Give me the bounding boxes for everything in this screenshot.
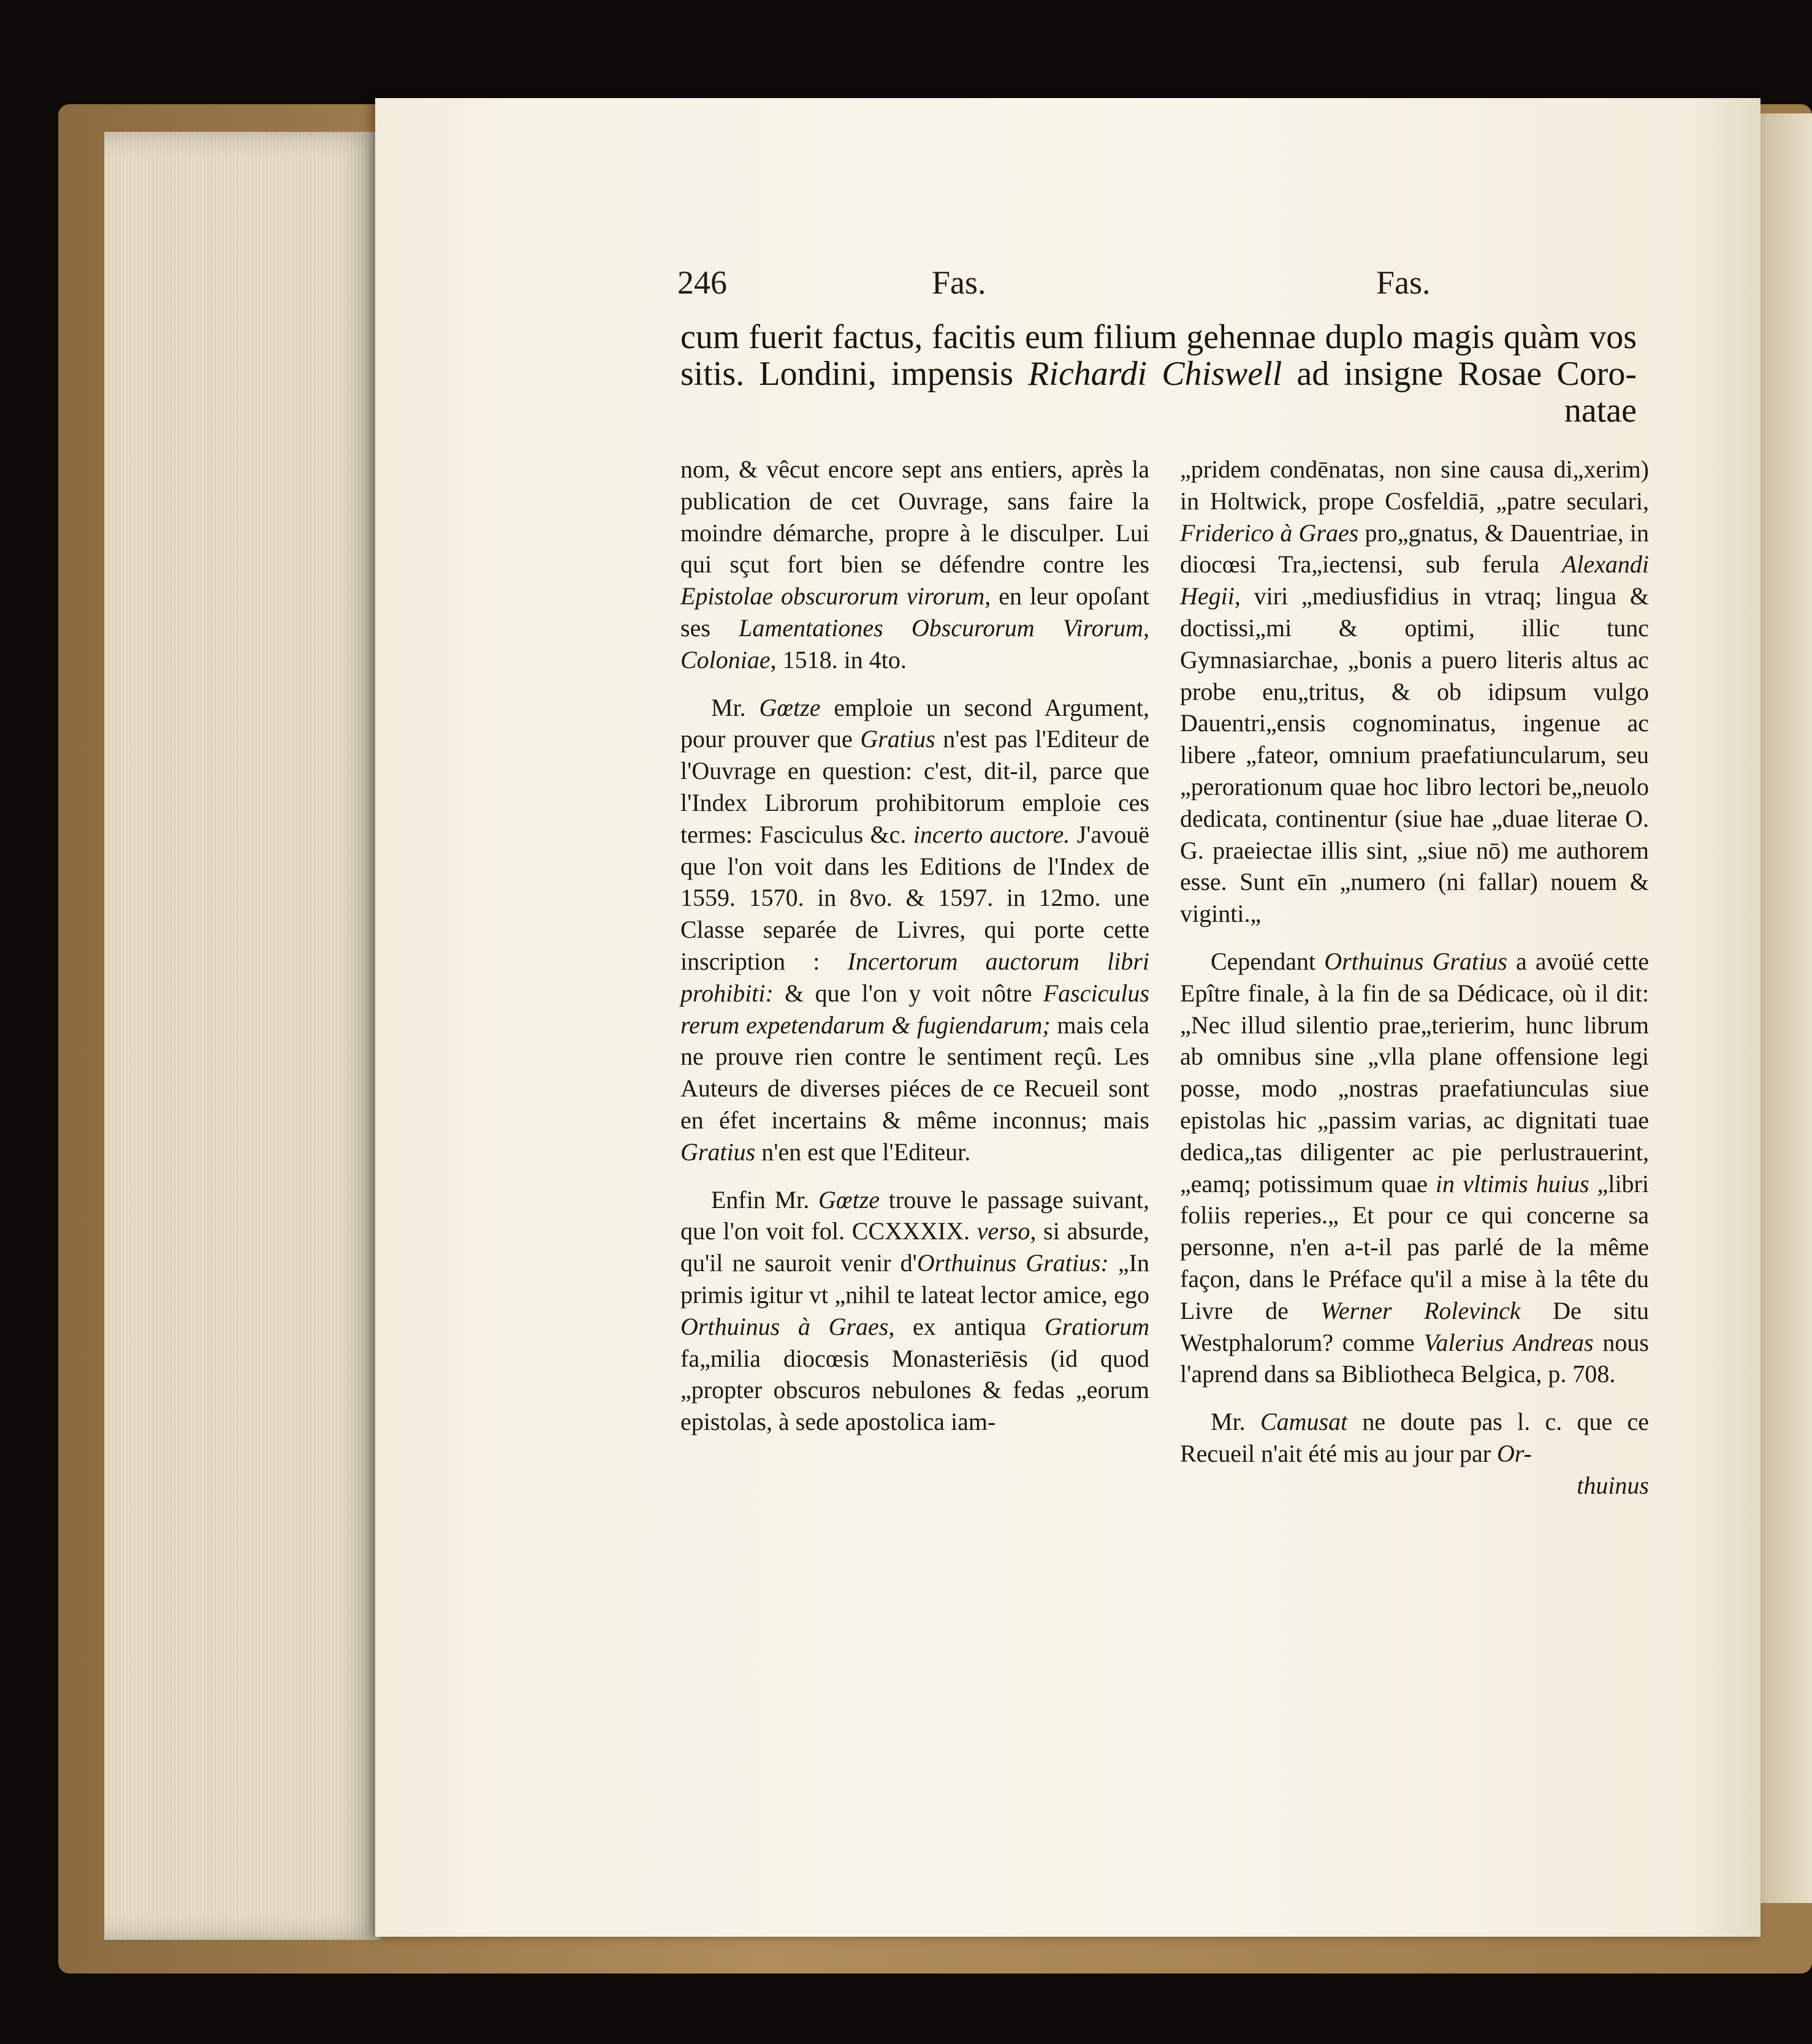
text-run-italic: Orthuinus Gratius: (916, 1249, 1109, 1277)
text-run: emploie un second Argument, pour prouver que (680, 693, 1149, 753)
text-run: ne doute pas l. c. que ce Recueil n'ait été mis au jour par (1180, 1408, 1649, 1467)
text-run-italic: incerto auctore. (913, 820, 1070, 848)
text-run-italic: in vltimis huius (1435, 1169, 1589, 1198)
page-edges (104, 132, 380, 1940)
text-run-italic: Fasciculus rerum expetendarum & fugiendarum; (680, 979, 1149, 1039)
top-line-3: natae (1564, 392, 1637, 430)
text-run: Mr. (1211, 1408, 1260, 1436)
top-line-2c: ad insigne Rosae Coro- (1282, 355, 1637, 393)
text-run-italic: Orthuinus Gratius (1324, 947, 1507, 975)
text-run: n'en est que l'Editeur. (755, 1138, 971, 1166)
text-run-italic: Coloniae (680, 645, 771, 674)
text-run: , en leur opoſant ses (680, 582, 1150, 642)
text-run-italic: Friderico à Graes (1180, 519, 1359, 547)
text-run-italic: Werner Rolevinck (1320, 1296, 1521, 1324)
left-paragraph-3 (680, 1184, 1149, 1438)
right-paragraph-3 (1180, 1406, 1649, 1470)
facing-page-edge (1761, 113, 1812, 1903)
right-paragraph-1 (1180, 454, 1649, 930)
left-column (680, 454, 1149, 1454)
text-run-italic: Lamentationes Obscurorum Virorum (739, 614, 1143, 642)
left-paragraph-2 (680, 692, 1149, 1168)
text-run-italic: Valerius Andreas (1423, 1328, 1594, 1356)
text-run-italic: Orthuinus à Graes (680, 1312, 889, 1340)
text-run: „libri foliis reperies.„ Et pour ce qui concerne sa personne, n'en a-t-il pas parlé de la même façon, dans le Préface qu'il a mise à la tête du Livre de (1180, 1169, 1649, 1324)
right-paragraph-2 (1180, 946, 1649, 1390)
text-run: , 1518. in 4to. (770, 645, 907, 674)
catchword: thuinus (1577, 1471, 1649, 1499)
text-run-italic: Gratius (680, 1138, 756, 1166)
left-paragraph-1 (680, 454, 1149, 676)
top-line-2a: sitis. Londini, impensis (680, 355, 1029, 393)
text-run-italic: Camusat (1260, 1408, 1348, 1436)
text-run: a avoüé cette Epître finale, à la fin de sa Dédicace, où il dit: „Nec illud silentio prae„terierim, hunc librum ab omnibus sine „vlla plane offensione legi posse, modo „nostras praefatiunculas siue epistolas hic „passim varias, ac dignitati tuae dedica„tas diligenter ac pie perlustrauerint, „eamq; potissimum quae (1180, 947, 1650, 1198)
text-run: De situ Westphalorum? comme (1180, 1296, 1650, 1356)
text-run: , viri „mediusfidius in vtraq; lingua & doctissi„mi & optimi, illic tunc Gymnasiarchae, „bonis a puero literis altus ac probe enu„tritus, & ob idipsum vulgo Dauentri„ensis cognominatus, ingenue ac libere „fateor, omnium praefatiuncularum, seu „perorationum quae hoc libro lectori be„neuolo dedicata, continentur (siue hae „duae literae O. G. praeiectae illis sint, „siue nō) me authorem esse. Sunt eīn „numero (ni fallar) nouem & viginti.„ (1180, 582, 1649, 928)
text-run: Mr. (711, 693, 759, 721)
text-run: J'avouë que l'on voit dans les Editions de l'Index de 1559. 1570. in 8vo. & 1597. in 12mo. une Classe separée de Livres, qui porte cette inscription : (680, 820, 1149, 975)
text-run: , ex antiqua (888, 1312, 1045, 1340)
text-run: trouve le passage suivant, que l'on voit fol. CCXXXIX. (680, 1185, 1149, 1245)
text-run-italic: Gratiorum (1044, 1312, 1149, 1340)
text-run-italic: Epistolae obscurorum virorum (680, 582, 985, 610)
text-run: , si absurde, qu'il ne sauroit venir d' (680, 1217, 1149, 1277)
text-run-italic: Or- (1497, 1439, 1532, 1467)
text-run: Cependant (1211, 947, 1325, 975)
text-run-italic: Gœtze (759, 693, 821, 721)
text-run: pro„gnatus, & Dauentriae, in diocœsi Tra„iectensi, sub ferula (1180, 519, 1650, 579)
text-run-italic: Incertorum auctorum libri prohibiti: (680, 947, 1149, 1007)
text-run-italic: Gratius (860, 725, 935, 753)
page-number: 246 (677, 264, 727, 301)
running-head-center: Fas. (932, 264, 986, 301)
right-column (1180, 454, 1649, 1502)
top-line-1: cum fuerit factus, facitis eum filium gehennae duplo magis quàm vos (680, 318, 1637, 356)
text-run-italic: verso (976, 1217, 1030, 1245)
text-run: nous l'aprend dans sa Bibliotheca Belgica, p. 708. (1180, 1328, 1649, 1388)
running-head-right: Fas. (1376, 264, 1431, 301)
text-run: „In primis igitur vt „nihil te lateat lector amice, ego (680, 1249, 1149, 1309)
text-run: „pridem condēnatas, non sine causa di„xerim) in Holtwick, prope Cosfeldiā, „patre seculari, (1180, 455, 1649, 515)
text-run-italic: Alexandi Hegii (1180, 550, 1649, 610)
text-run: mais cela ne prouve rien contre le sentiment reçû. Les Auteurs de diverses piéces de ce Recueil sont en éfet incertains & même inconnus; mais (680, 1011, 1150, 1134)
top-paragraph (680, 319, 1637, 429)
text-run: , (1143, 614, 1149, 642)
text-run: Enfin Mr. (711, 1185, 819, 1214)
text-run: & que l'on y voit nôtre (773, 979, 1043, 1007)
text-run: fa„milia diocœsis Monasteriēsis (id quod „propter obscuros nebulones & fedas „eorum epistolas, à sede apostolica iam- (680, 1344, 1149, 1436)
text-run-italic: Gœtze (818, 1185, 880, 1214)
text-run: nom, & vêcut encore sept ans entiers, après la publication de cet Ouvrage, sans faire la moindre démarche, propre à le disculper. Lui qui sçut fort bien se défendre contre les (680, 455, 1149, 579)
text-run: n'est pas l'Editeur de l'Ouvrage en question: c'est, dit-il, parce que l'Index Librorum prohibitorum emploie ces termes: Fasciculus &c. (680, 725, 1149, 848)
top-line-2b: Richardi Chiswell (1028, 355, 1282, 393)
